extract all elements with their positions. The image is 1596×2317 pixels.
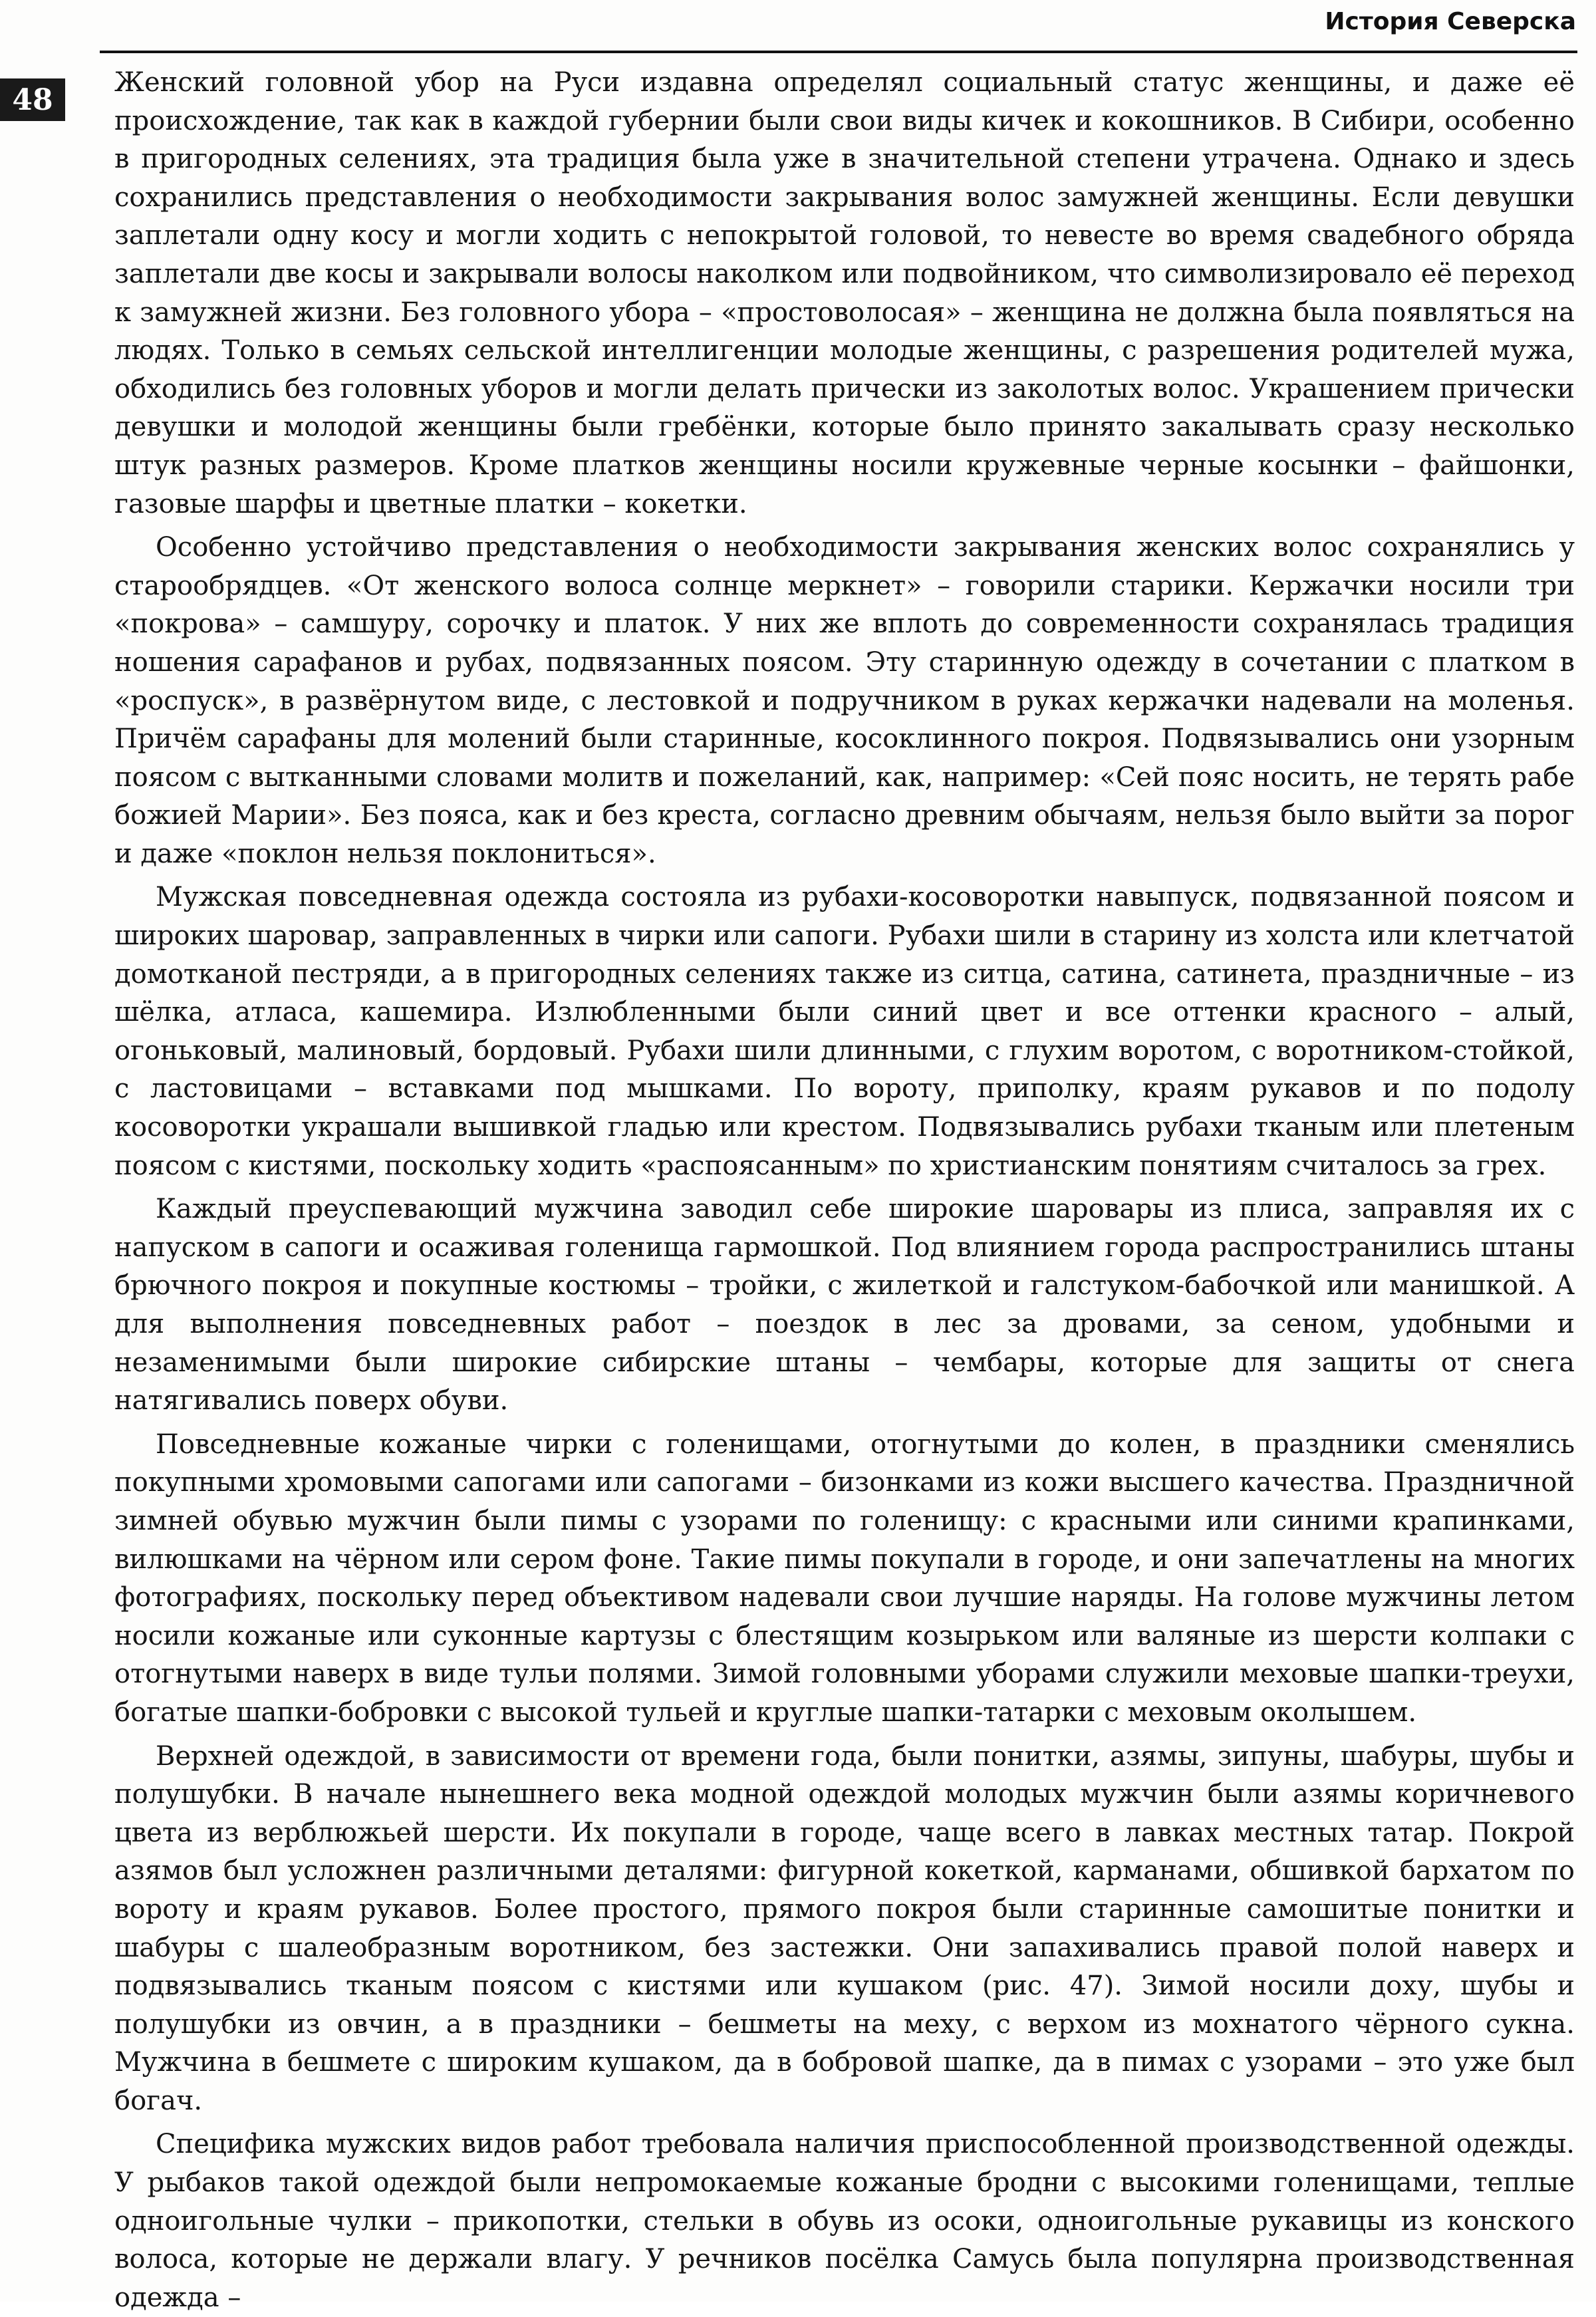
header-rule bbox=[100, 51, 1577, 53]
body-text bbox=[114, 64, 1575, 2313]
running-title: История Северска bbox=[1325, 8, 1576, 35]
paragraph: Мужская повседневная одежда состояла из рубахи-косоворотки навыпуск, подвязанной поясом и широких шаровар, заправленных в чирки или сапоги. Рубахи шили в старину из холста или клетчатой домотканой пестряди, а в пригородных селениях также из ситца, сатина, сатинета, праздничные – из шёлка, атласа, кашемира. Излюбленными были синий цвет и все оттенки красного – алый, огоньковый, малиновый, бордовый. Рубахи шили длинными, с глухим воротом, с воротником-стойкой, с ластовицами – вставками под мышками. По вороту, приполку, краям рукавов и по подолу косоворотки украшали вышивкой гладью или крестом. Подвязывались рубахи тканым или плетеным поясом с кистями, поскольку ходить «распоясанным» по христианским понятиям считалось за грех. bbox=[114, 882, 1575, 1181]
paragraph: Каждый преуспевающий мужчина заводил себе широкие шаровары из плиса, заправляя их с напуском в сапоги и осаживая голенища гармошкой. Под влиянием города распространились штаны брючного покроя и покупные костюмы – тройки, с жилеткой и галстуком-бабочкой или манишкой. А для выполнения повседневных работ – поездок в лес за дровами, за сеном, удобными и незаменимыми были широкие сибирские штаны – чембары, которые для защиты от снега натягивались поверх обуви. bbox=[114, 1194, 1575, 1417]
page-number: 48 bbox=[0, 78, 65, 121]
paragraph: Верхней одеждой, в зависимости от времени года, были понитки, азямы, зипуны, шабуры, шубы и полушубки. В начале нынешнего века модной одеждой молодых мужчин были азямы коричневого цвета из верблюжьей шерсти. Их покупали в городе, чаще всего в лавках местных татар. Покрой азямов был усложнен различными деталями: фигурной кокеткой, карманами, обшивкой бархатом по вороту и краям рукавов. Более простого, прямого покроя были старинные самошитые понитки и шабуры с шалеобразным воротником, без застежки. Они запахивались правой полой наверх и подвязывались тканым поясом с кистями или кушаком (рис. 47). Зимой носили доху, шубы и полушубки из овчин, а в праздники – бешметы на меху, с верхом из мохнатого чёрного сукна. Мужчина в бешмете с широким кушаком, да в бобровой шапке, да в пимах с узорами – это уже был богач. bbox=[114, 1740, 1575, 2116]
paragraph: Особенно устойчиво представления о необходимости закрывания женских волос сохранялись у старообрядцев. «От женского волоса солнце меркнет» – говорили старики. Кержачки носили три «покрова» – самшуру, сорочку и платок. У них же вплоть до современности сохранялась традиция ношения сарафанов и рубах, подвязанных поясом. Эту старинную одежду в сочетании с платком в «роспуск», в развёрнутом виде, с лестовкой и подручником в руках кержачки надевали на моленья. Причём сарафаны для молений были старинные, косоклинного покроя. Подвязывались они узорным поясом с вытканными словами молитв и пожеланий, как, например: «Сей пояс носить, не терять рабе божией Марии». Без пояса, как и без креста, согласно древним обычаям, нельзя было выйти за порог и даже «поклон нельзя поклониться». bbox=[114, 532, 1575, 869]
paragraph: Женский головной убор на Руси издавна определял социальный статус женщины, и даже её происхождение, так как в каждой губернии были свои виды кичек и кокошников. В Сибири, особенно в пригородных селениях, эта традиция была уже в значительной степени утрачена. Однако и здесь сохранились представления о необходимости закрывания волос замужней женщины. Если девушки заплетали одну косу и могли ходить с непокрытой головой, то невесте во время свадебного обряда заплетали две косы и закрывали волосы наколком или подвойником, что символизировало её переход к замужней жизни. Без головного убора – «простоволосая» – женщина не должна была появляться на людях. Только в семьях сельской интеллигенции молодые женщины, с разрешения родителей мужа, обходились без головных уборов и могли делать прически из заколотых волос. Украшением прически девушки и молодой женщины были гребёнки, которые было принято закалывать сразу несколько штук разных размеров. Кроме платков женщины носили кружевные черные косынки – файшонки, газовые шарфы и цветные платки – кокетки. bbox=[114, 67, 1575, 519]
paragraph: Специфика мужских видов работ требовала наличия приспособленной производственной одежды. У рыбаков такой одеждой были непромокаемые кожаные бродни с высокими голенищами, теплые одноигольные чулки – прикопотки, стельки в обувь из осоки, одноигольные рукавицы из конского волоса, которые не держали влагу. У речников посёлка Самусь была популярна производственная одежда – bbox=[114, 2129, 1575, 2313]
paragraph: Повседневные кожаные чирки с голенищами, отогнутыми до колен, в праздники сменялись покупными хромовыми сапогами или сапогами – бизонками из кожи высшего качества. Праздничной зимней обувью мужчин были пимы с узорами по голенищу: с красными или синими крапинками, вилюшками на чёрном или сером фоне. Такие пимы покупали в городе, и они запечатлены на многих фотографиях, поскольку перед объективом надевали свои лучшие наряды. На голове мужчины летом носили кожаные или суконные картузы с блестящим козырьком или валяные из шерсти колпаки с отогнутыми наверх в виде тульи полями. Зимой головными уборами служили меховые шапки-треухи, богатые шапки-бобровки с высокой тульей и круглые шапки-татарки с меховым околышем. bbox=[114, 1429, 1575, 1728]
